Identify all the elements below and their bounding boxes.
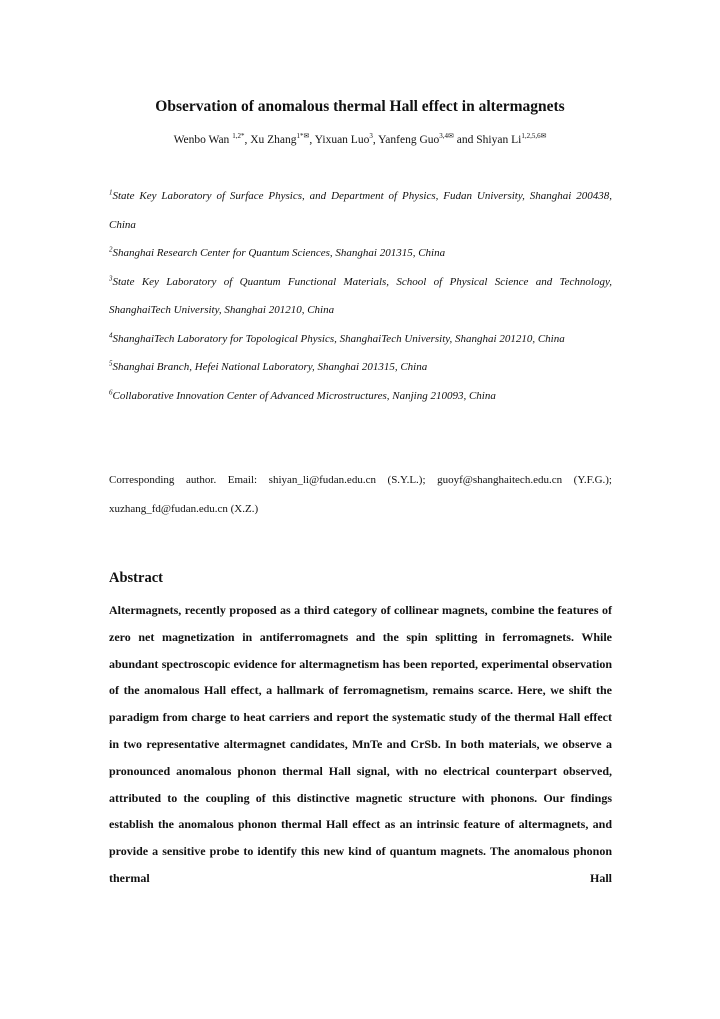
author-5: Shiyan $Li^{1,2,5,6✉}$ (476, 132, 547, 146)
abstract-body: Altermagnets, recently proposed as a third category of collinear magnets, combine the features of zero net magnetization in antiferromagnets and the spin splitting in ferromagnets. While abundant spectroscopic evidence for altermagnetism has been reported, experimental observation of the anomalous Hall effect, a hallmark of ferromagnetism, remains scarce. Here, we shift the paradigm from charge to heat carriers and report the systematic study of the thermal Hall effect in two representative altermagnet candidates, MnTe and CrSb. In both materials, we observe a pronounced anomalous phonon thermal Hall signal, with no electrical counterpart observed, attributed to the coupling of this distinctive magnetic structure with phonons. Our findings establish the anomalous phonon thermal Hall effect as an intrinsic feature of altermagnets, and provide a sensitive probe to identify this new kind of quantum magnets. The anomalous phonon thermal Hall (109, 603, 612, 885)
author-2: Xu Zhang$^{1*✉}$ (250, 132, 310, 146)
affiliation-3: $^3$State Key Laboratory of Quantum Functional Materials, School of Physical Science and Technology, ShanghaiTech University, Shanghai 201210, China (109, 273, 612, 316)
affiliation-6: $^6$Collaborative Innovation Center of Advanced Microstructures, Nanjing 210093, China (109, 387, 496, 402)
author-1: Wenbo Wan $^{1,2*}$ (173, 132, 245, 146)
paper-title: Observation of anomalous thermal Hall effect in altermagnets (155, 98, 565, 115)
affiliation-2: $^2$Shanghai Research Center for Quantum Sciences, Shanghai 201315, China (109, 245, 446, 259)
author-3: Yixuan Luo$^3$ (314, 132, 373, 146)
affiliations (109, 182, 612, 410)
abstract-heading: Abstract (109, 570, 163, 586)
affiliation-5: $^5$Shanghai Branch, Hefei National Laboratory, Shanghai 201315, China (109, 359, 428, 373)
author-list: Wenbo Wan $^{1,2*}$, Xu Zhang$^{1*✉}$, Yixuan Luo$^3$, Yanfeng Guo$^{3,4✉}$ and Shiyan $Li^{1,2,5,6✉}$ (173, 132, 547, 146)
author-4: Yanfeng Guo$^{3,4✉}$ (378, 132, 454, 146)
affiliation-1: $^1$State Key Laboratory of Surface Physics, and Department of Physics, Fudan University, Shanghai 200438, China (109, 188, 612, 231)
affiliation-4: $^4$ShanghaiTech Laboratory for Topological Physics, ShanghaiTech University, Shanghai 201210, China (109, 330, 565, 345)
corresponding-author: Corresponding author. Email: shiyan_li@fudan.edu.cn (S.Y.L.); guoyf@shanghaitech.edu.cn (Y.F.G.); xuzhang_fd@fudan.edu.cn (X.Z.) (109, 474, 612, 515)
